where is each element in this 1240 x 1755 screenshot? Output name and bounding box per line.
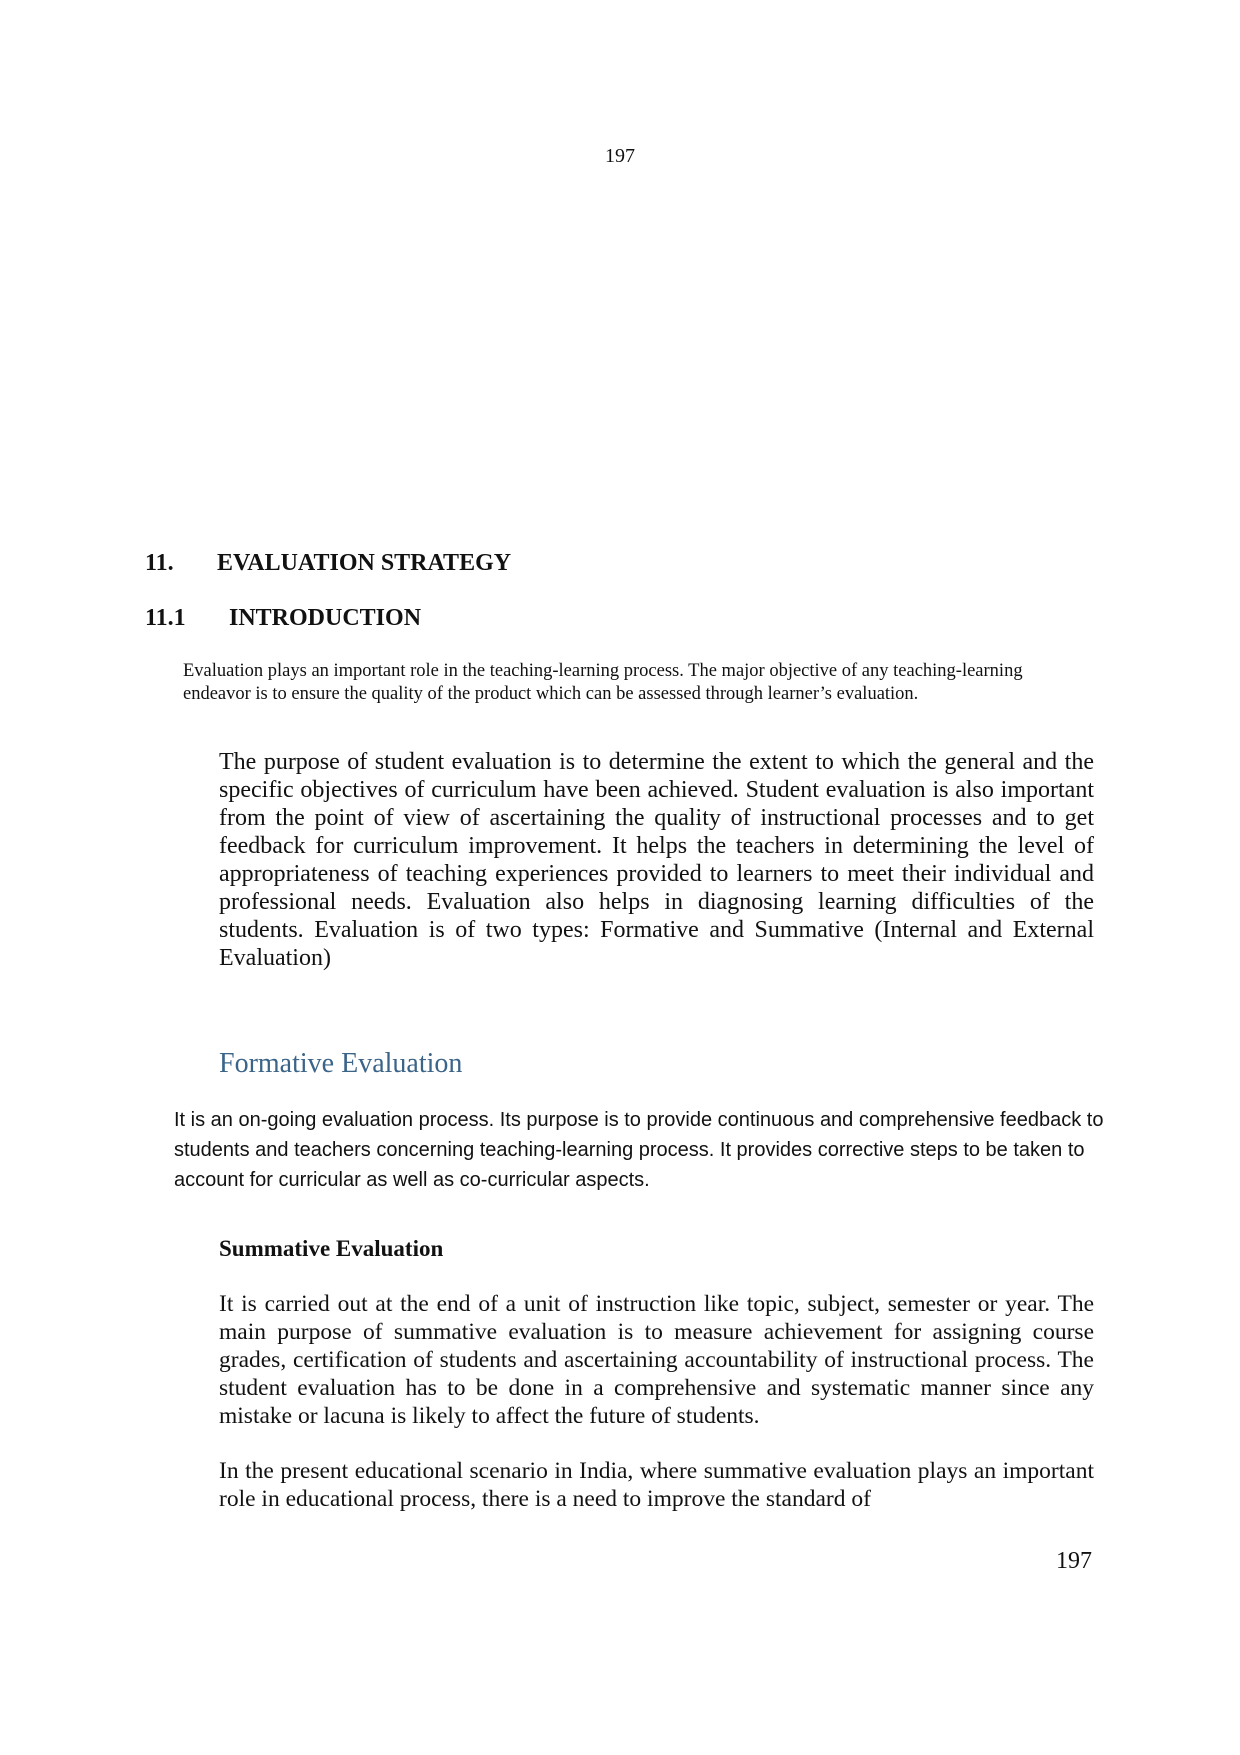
section-heading xyxy=(145,550,511,577)
page-number-footer: 197 xyxy=(1056,1548,1092,1574)
subsection-number: 11.1 xyxy=(145,605,186,631)
section-number: 11. xyxy=(145,550,174,576)
summative-evaluation-heading: Summative Evaluation xyxy=(219,1236,444,1261)
subsection-title: INTRODUCTION xyxy=(229,605,422,631)
intro-paragraph: Evaluation plays an important role in the teaching-learning process. The major objective of any teaching-learning endeavor is to ensure the quality of the product which can be assessed through learner’s evaluation. xyxy=(183,661,1023,704)
formative-evaluation-heading: Formative Evaluation xyxy=(219,1048,463,1079)
section-title: EVALUATION STRATEGY xyxy=(217,550,512,576)
scenario-paragraph: In the present educational scenario in India, where summative evaluation plays an important role in educational process, there is a need to improve the standard of xyxy=(219,1458,1094,1512)
formative-evaluation-paragraph: It is an on-going evaluation process. Its purpose is to provide continuous and comprehensive feedback to students and teachers concerning teaching-learning process. It provides corrective steps to be taken to account for curricular as well as co-curricular aspects. xyxy=(174,1109,1104,1191)
purpose-paragraph: The purpose of student evaluation is to determine the extent to which the general and the specific objectives of curriculum have been achieved. Student evaluation is also important from the point of view of ascertaining the quality of instructional processes and to get feedback for curriculum improvement. It helps the teachers in determining the level of appropriateness of teaching experiences provided to learners to meet their individual and professional needs. Evaluation also helps in diagnosing learning difficulties of the students. Evaluation is of two types: Formative and Summative (Internal and External Evaluation) xyxy=(219,749,1094,971)
page-number-header: 197 xyxy=(605,145,635,167)
summative-evaluation-paragraph: It is carried out at the end of a unit of instruction like topic, subject, semester or year. The main purpose of summative evaluation is to measure achievement for assigning course grades, certification of students and ascertaining accountability of instructional process. The student evaluation has to be done in a comprehensive and systematic manner since any mistake or lacuna is likely to affect the future of students. xyxy=(219,1291,1094,1429)
subsection-heading xyxy=(145,605,421,632)
